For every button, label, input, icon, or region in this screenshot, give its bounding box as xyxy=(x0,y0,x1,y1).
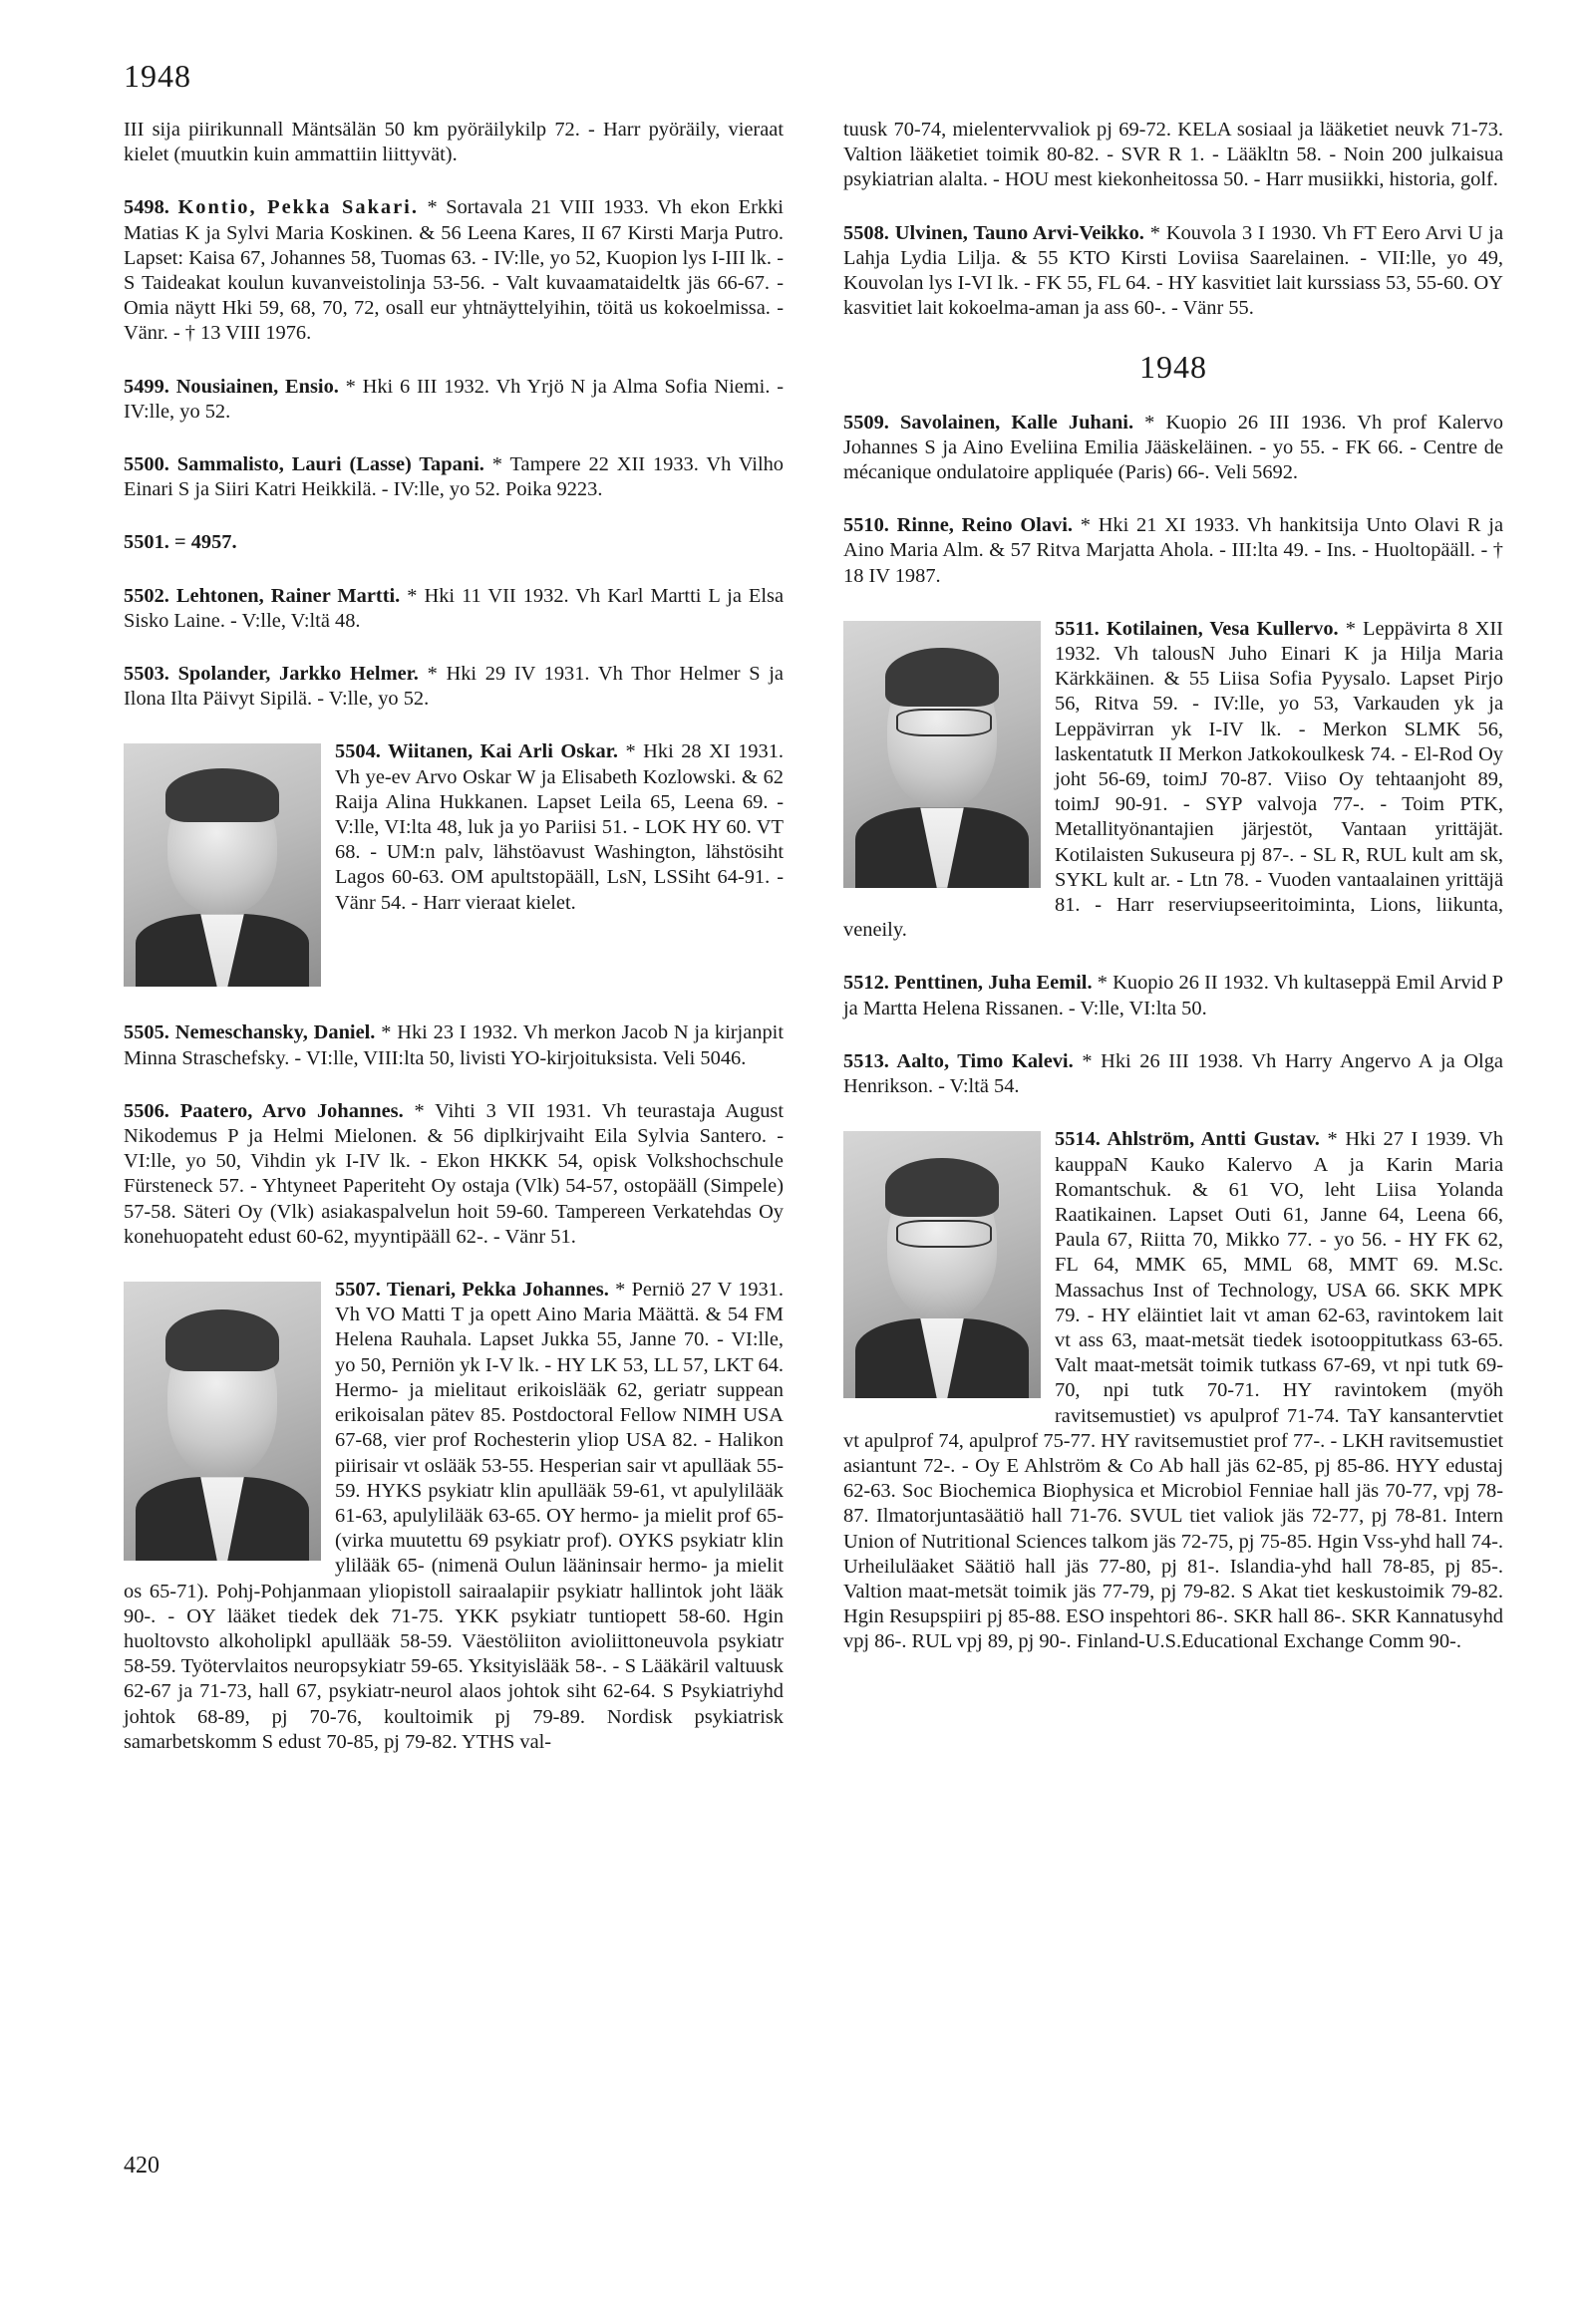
portrait-photo-ahlstrom xyxy=(843,1131,1041,1398)
entry-5501: 5501. = 4957. xyxy=(124,531,237,554)
page-number: 420 xyxy=(124,2153,159,2179)
entry-5514: 5514. Ahlström, Antti Gustav. * Hki 27 I 1939. Vh kauppaN Kauko Kalervo A ja Karin Maria Romantschuk. & 61 VO, leht Liisa Yolanda Raatikainen. Lapset Outi 61, Janne 64, Leena 66, Paula 67, Riitta 70, Mikko 77. - yo 56. - HY FK 62, FL 64, MMK 65, MML 68, MMT 69. M.Sc. Massachus Inst of Technology, USA 66. SKK MPK 79. - HY eläintiet lait vt aman 62-63, ravintokem lait vt ass 63, maat-metsät tiedek isotooppitutkass 63-65. Valt maat-metsät toimik tutkass 67-69, vt npi tutk 69-70, npi tutk 70-71. HY ravintokem (myöh ravitsemustiet) vs apulprof 71-74. TaY kansantervtiet vt apulprof 74, apulprof 75-77. HY ravitsemustiet prof 77-. - LKH ravitsemustiet asiantunt 72-. - Oy E Ahlström & Co Ab hall jäs 62-85, pj 85-86. HYY edustaj 62-63. Soc Biochemica Biophysica et Microbiol Fenniae hall jäs 70-77, vpj 78-87. Ilmatorjuntasäätiö hall 71-76. SVUL tiet valiok jäs 72-77, pj 78-81. Intern Union of Nutritional Sciences talkom jäs 72-75, pj 75-85. Hgin Vss-yhd hall 74-. Urheiluläaket Säätiö hall jäs 77-80, pj 81-. Islandia-yhd hall 78-85, pj 85-. Valtion maat-metsät toimik jäs 77-79, pj 79-82. S Akat tiet keskustoimik 79-82. Hgin Resupspiiri pj 85-88. ESO inspehtori 86-. SKR hall 86-. SKR Kannatusyhd vpj 86-. RUL vpj 89, pj 90-. Finland-U.S.Educational Exchange Comm 90-. xyxy=(843,1128,1503,1653)
entry-5507: 5507. Tienari, Pekka Johannes. * Perniö 27 V 1931. Vh VO Matti T ja opett Aino Maria Määttä. & 54 FM Helena Rauhala. Lapset Jukka 55, Janne 70. - VI:lle, yo 50, Perniön yk I-V lk. - HY LK 53, LL 57, LKT 64. Hermo- ja mielitaut erikoislääk 62, geriatr suppean erikoisalan pätev 85. Postdoctoral Fellow NIMH USA 67-68, vier prof Rochesterin yliop USA 82. - Halikon piirisair vt oslääk 53-55. Hesperian sair vt apulläak 55-59. HYKS psykiatr klin apullääk 59-61, vt apulylilääk 61-63, apulylilääk 63-65. OY hermo- ja mielit prof 65- (virka muutettu 69 psykiatr prof). OYKS psykiatr klin ylilääk 65- (nimenä Oulun lääninsair hermo- ja mielit os 65-71). Pohj-Pohjanmaan yliopistoll sairaalapiir psykiatr hallintok joht lääk 90-. - OY lääket tiedek dek 71-75. YKK psykiatr tuntiopett 58-60. Hgin huoltovsto alkoholipkl apullääk 58-59. Väestöliiton avioliittoneuvola psykiatr 58-59. Työtervlaitos neuropsykiatr 59-65. Yksityislääk 58-. - S Lääkäril valtuusk 62-67 ja 71-73, hall 67, psykiatr-neurol alaos johtok siht 62-64. S Psykiatriyhd johtok 68-89, pj 70-76, koultoimik pj 79-89. Nordisk psykiatrisk samarbetskomm S edust 70-85, pj 79-82. YTHS val- xyxy=(124,1279,784,1753)
entry-5510: 5510. Rinne, Reino Olavi. * Hki 21 XI 1933. Vh hankitsija Unto Olavi R ja Aino Maria Alm. & 57 Ritva Marjatta Ahola. - III:lta 49. - Ins. - Huoltopääll. - † 18 IV 1987. xyxy=(843,514,1503,587)
portrait-photo-tienari xyxy=(124,1282,321,1561)
intro-continuation: III sija piirikunnall Mäntsälän 50 km pyöräilykilp 72. - Harr pyöräily, vieraat kielet (muutkin kuin ammattiin liittyvät). xyxy=(124,119,784,166)
entry-5511: 5511. Kotilainen, Vesa Kullervo. * Leppävirta 8 XII 1932. Vh talousN Juho Einari K ja Hilja Maria Kärkkäinen. & 55 Liisa Sofia Pyysalo. Lapset Pirjo 56, Ritva 59. - IV:lle, yo 53, Varkauden yk ja Leppävirran yk I-IV lk. - Merkon SLMK 56, laskentatutk II Merkon Jatkokoulkesk 74. - El-Rod Oy joht 56-69, toimJ 70-87. Viiso Oy tehtaanjoht 89, toimJ 90-91. - SYP valvoja 77-. - Toim PTK, Metallityönantajien järjestöt, Vantaan yrittäjät. Kotilaisten Sukuseura pj 87-. - SL R, RUL kult am sk, SYKL kult ar. - Ltn 78. - Vuoden vantaalainen yrittäjä 81. - Harr reserviupseeritoiminta, Lions, liikunta, veneily. xyxy=(843,617,1503,942)
entry-5506: 5506. Paatero, Arvo Johannes. * Vihti 3 VII 1931. Vh teurastaja August Nikodemus P ja Helmi Mielonen. & 56 diplkirjvaiht Eila Sylvia Santero. - VI:lle, yo 50, Vihdin yk I-IV lk. - Ekon HKKK 54, opisk Volkshochschule Fürsteneck 57. - Yhtyneet Paperiteht Oy ostaja (Vlk) 54-57, ostopääll (Simpele) 57-58. Säteri Oy (Vlk) asiakaspalvelun hoit 59-60. Tampereen Verkatehdas Oy konehuopateht edust 60-62, myyntipääll 62-. - Vänr 51. xyxy=(124,1099,784,1248)
entry-5509: 5509. Savolainen, Kalle Juhani. * Kuopio 26 III 1936. Vh prof Kalervo Johannes S ja Aino Eveliina Emilia Jääskeläinen. - yo 55. - FK 66. - Centre de mécanique ondulatoire appliquée (Paris) 66-. Veli 5692. xyxy=(843,411,1503,484)
entry-5500: 5500. Sammalisto, Lauri (Lasse) Tapani. * Tampere 22 XII 1933. Vh Vilho Einari S ja Siiri Katri Heikkilä. - IV:lle, yo 52. Poika 9223. xyxy=(124,453,785,501)
portrait-photo-kotilainen xyxy=(843,621,1041,888)
entry-5505: 5505. Nemeschansky, Daniel. * Hki 23 I 1932. Vh merkon Jacob N ja kirjanpit Minna Straschefsky. - VI:lle, VIII:lta 50, livisti YO-kirjoituksista. Veli 5046. xyxy=(124,1021,784,1069)
entry-5504: 5504. Wiitanen, Kai Arli Oskar. * Hki 28 XI 1931. Vh ye-ev Arvo Oskar W ja Elisabeth Kozlowski. & 62 Raija Alina Hukkanen. Lapset Leila 65, Leena 69. - V:lle, VI:lta 48, luk ja yo Pariisi 51. - LOK HY 60. VT 68. - UM:n palv, lähstöavust Washington, lähstösiht Lagos 60-63. OM apultstopääll, LsN, LSSiht 64-91. - Vänr 54. - Harr vieraat kielet. xyxy=(124,739,784,993)
right-column xyxy=(843,118,1503,1683)
portrait-photo-wiitanen xyxy=(124,743,321,987)
entry-5513: 5513. Aalto, Timo Kalevi. * Hki 26 III 1938. Vh Harry Angervo A ja Olga Henrikson. - V:ltä 54. xyxy=(843,1049,1503,1098)
entry-5498: 5498. Kontio, Pekka Sakari. * Sortavala 21 VIII 1933. Vh ekon Erkki Matias K ja Sylvi Maria Koskinen. & 56 Leena Kares, II 67 Kirsti Marja Putro. Lapset: Kaisa 67, Johannes 58, Tuomas 63. - IV:lle, yo 52, Kuopion lys I-III lk. - S Taideakat koulun kuvanveistolinja 53-56. - Valt kuvaamataideltk jäs 66-67. - Omia näytt Hki 59, 68, 70, 72, osall eur yhtnäyttelyihin, töitä us kokoelmissa. - Vänr. - † 13 VIII 1976. xyxy=(124,196,784,345)
running-head: 1948 xyxy=(124,58,191,94)
entry-5502: 5502. Lehtonen, Rainer Martti. * Hki 11 VII 1932. Vh Karl Martti L ja Elsa Sisko Laine. - V:lle, V:ltä 48. xyxy=(124,584,784,632)
left-column xyxy=(124,118,784,1783)
entry-5508: 5508. Ulvinen, Tauno Arvi-Veikko. * Kouvola 3 I 1930. Vh FT Eero Arvi U ja Lahja Lydia Lilja. & 55 KTO Kirsti Loviisa Saarelainen. - VII:lle, yo 49, Kouvolan lys I-VI lk. - FK 55, FL 64. - HY kasvitiet lait kurssiass 53, 55-60. OY kasvitiet lait kokoelma-aman ja ass 60-. - Vänr 55. xyxy=(843,221,1503,320)
continuation-5507: tuusk 70-74, mielentervvaliok pj 69-72. KELA sosiaal ja lääketiet neuvk 71-73. Valtion lääketiet toimik 80-82. - SVR R 1. - Lääkltn 58. - Noin 200 julkaisua psykiatrian alalta. - HOU mest kiekonheitossa 50. - Harr musiikki, historia, golf. xyxy=(843,119,1503,191)
year-section-heading: 1948 xyxy=(1139,349,1207,386)
entry-5512: 5512. Penttinen, Juha Eemil. * Kuopio 26 II 1932. Vh kultaseppä Emil Arvid P ja Martta Helena Rissanen. - V:lle, VI:lta 50. xyxy=(843,972,1503,1019)
entry-5503: 5503. Spolander, Jarkko Helmer. * Hki 29 IV 1931. Vh Thor Helmer S ja Ilona Ilta Päivyt Sipilä. - V:lle, yo 52. xyxy=(124,663,784,711)
entry-5499: 5499. Nousiainen, Ensio. * Hki 6 III 1932. Vh Yrjö N ja Alma Sofia Niemi. - IV:lle, yo 52. xyxy=(124,375,784,423)
